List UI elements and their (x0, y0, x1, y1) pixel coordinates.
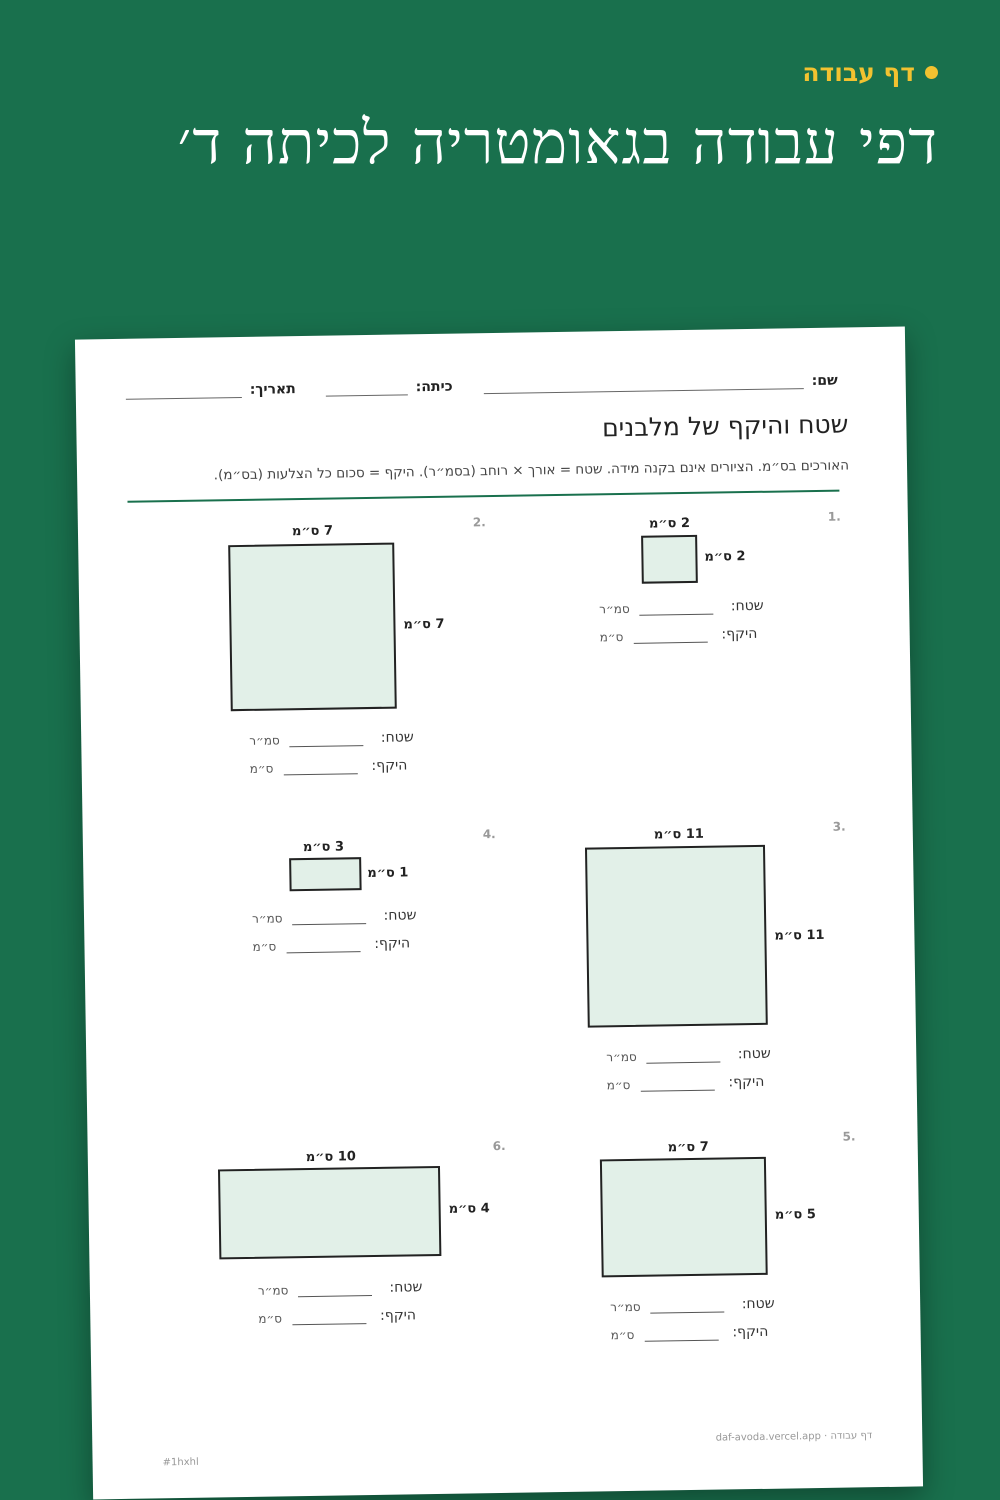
rectangle-figure (228, 543, 397, 712)
area-answer-row (249, 728, 414, 748)
area-label: שטח: (383, 907, 417, 924)
area-label: שטח: (730, 597, 764, 615)
area-label: שטח: (389, 1279, 423, 1296)
area-answer-row (599, 597, 764, 617)
area-unit: סמ״ר (606, 1049, 637, 1065)
class-line[interactable] (326, 376, 408, 396)
area-label: שטח: (380, 729, 414, 746)
student-info-row (126, 370, 838, 411)
class-field[interactable] (326, 376, 453, 397)
rect-top-label: 10 ס״מ (305, 1149, 357, 1166)
date-field[interactable] (126, 378, 296, 400)
area-label: שטח: (737, 1045, 771, 1063)
area-unit: סמ״ר (257, 1283, 289, 1298)
perimeter-answer-row (258, 1306, 416, 1325)
perimeter-unit: ס״מ (258, 1311, 283, 1326)
rectangle-figure (641, 535, 698, 584)
footer-brand: דף עבודה · daf-avoda.vercel.app (715, 1430, 873, 1444)
problem-number: 4. (482, 827, 496, 842)
name-field[interactable] (484, 370, 838, 395)
area-answer-blank[interactable] (290, 729, 364, 747)
perimeter-answer-row (250, 756, 408, 775)
perimeter-answer-blank[interactable] (633, 626, 707, 644)
date-line[interactable] (126, 379, 242, 400)
perimeter-label: היקף: (374, 935, 411, 952)
rect-top-label: 7 ס״מ (667, 1139, 709, 1156)
banner-tag-text: דף עבודה (802, 58, 915, 87)
banner-tag (802, 58, 938, 87)
worksheet-id: #1hxhl (162, 1456, 199, 1469)
area-label: שטח: (741, 1295, 775, 1313)
perimeter-unit: ס״מ (606, 1077, 631, 1093)
header-divider (127, 490, 839, 503)
problem-number: 3. (832, 819, 846, 834)
perimeter-answer-blank[interactable] (286, 935, 360, 953)
perimeter-answer-blank[interactable] (640, 1074, 714, 1092)
perimeter-answer-blank[interactable] (292, 1307, 366, 1325)
rectangle-figure (289, 857, 362, 891)
area-unit: סמ״ר (251, 911, 283, 926)
area-answer-blank[interactable] (647, 1046, 721, 1064)
area-answer-row (606, 1045, 771, 1065)
rect-side-label: 4 ס״מ (448, 1201, 490, 1217)
rect-side-label: 1 ס״מ (367, 865, 409, 882)
perimeter-answer-row (252, 934, 410, 953)
area-answer-row (258, 1278, 423, 1298)
worksheet-title: שטח והיקף של מלבנים (601, 409, 849, 443)
area-answer-row (252, 906, 417, 926)
worksheet-page (75, 327, 923, 1500)
perimeter-label: היקף: (371, 757, 408, 774)
perimeter-label: היקף: (721, 625, 758, 643)
area-unit: סמ״ר (599, 601, 630, 617)
date-label: תאריך: (249, 381, 296, 398)
rect-side-label: 7 ס״מ (403, 616, 445, 633)
perimeter-answer-row (610, 1323, 768, 1342)
perimeter-answer-row (600, 625, 758, 644)
rect-top-label: 7 ס״מ (291, 523, 334, 540)
problem-number: 1. (827, 509, 841, 524)
area-answer-blank[interactable] (298, 1279, 372, 1297)
name-line[interactable] (484, 370, 804, 394)
perimeter-answer-row (607, 1073, 765, 1092)
name-label: שם: (811, 372, 838, 390)
perimeter-answer-blank[interactable] (283, 757, 357, 775)
perimeter-label: היקף: (379, 1307, 417, 1324)
bullet-dot-icon (925, 66, 938, 79)
area-answer-blank[interactable] (292, 907, 366, 925)
rectangle-figure (600, 1157, 768, 1278)
rectangle-figure (585, 845, 768, 1028)
problem-number: 2. (472, 515, 486, 530)
perimeter-label: היקף: (732, 1323, 769, 1341)
perimeter-unit: ס״מ (610, 1327, 635, 1343)
rect-side-label: 5 ס״מ (774, 1207, 816, 1223)
area-unit: סמ״ר (249, 733, 280, 748)
perimeter-unit: ס״מ (252, 939, 277, 954)
perimeter-unit: ס״מ (249, 761, 274, 776)
area-answer-blank[interactable] (640, 598, 714, 616)
perimeter-label: היקף: (728, 1073, 765, 1091)
problem-number: 5. (842, 1129, 856, 1144)
area-answer-row (610, 1295, 775, 1315)
problem-number: 6. (492, 1138, 506, 1154)
banner-headline: דפי עבודה בגאומטריה לכיתה ד׳ (177, 108, 938, 178)
worksheet-instructions: האורכים בס״מ. הציורים אינם בקנה מידה. שטח = אורך × רוחב (בסמ״ר). היקף = סכום כל הצלעות (בס״מ). (213, 457, 850, 484)
class-label: כיתה: (415, 378, 453, 396)
rect-side-label: 2 ס״מ (704, 549, 746, 565)
perimeter-unit: ס״מ (599, 630, 624, 645)
perimeter-answer-blank[interactable] (644, 1324, 718, 1342)
rect-side-label: 11 ס״מ (774, 927, 825, 944)
rect-top-label: 11 ס״מ (653, 826, 705, 843)
rect-top-label: 3 ס״מ (302, 839, 345, 856)
rectangle-figure (218, 1166, 441, 1259)
area-answer-blank[interactable] (650, 1296, 724, 1314)
rect-top-label: 2 ס״מ (648, 515, 691, 532)
area-unit: סמ״ר (610, 1299, 641, 1315)
